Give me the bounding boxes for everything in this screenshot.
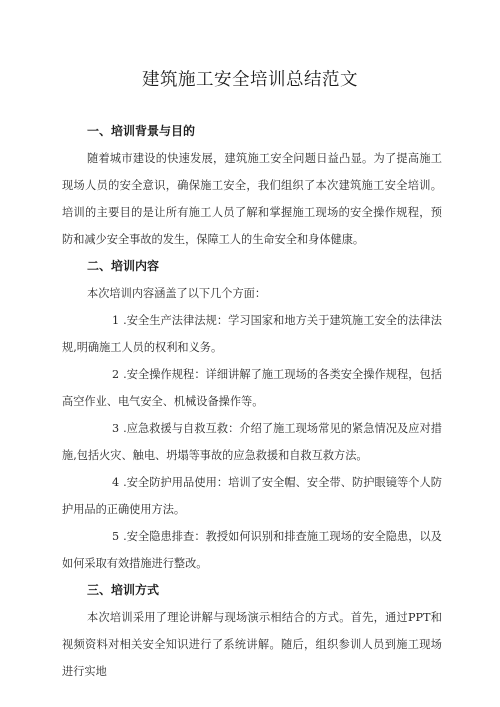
list-item xyxy=(62,361,442,415)
list-item xyxy=(62,307,442,361)
section-intro: 本次培训内容涵盖了以下几个方面： xyxy=(87,287,267,300)
section-paragraph: 随着城市建设的快速发展，建筑施工安全问题日益凸显。为了提高施工现场人员的安全意识，确保施工安全，我们组织了本次建筑施工安全培训。培训的主要目的是让所有施工人员了解和掌握施工现场的安全操作规程，预防和减少安全事故的发生，保障工人的生命安全和身体健康。 xyxy=(62,152,442,246)
list-item-number: 4 xyxy=(112,476,120,489)
list-item-number: 5 xyxy=(112,530,120,543)
list-item-number: 1 xyxy=(112,314,120,327)
list-item xyxy=(62,415,442,469)
list-item-number: 3 xyxy=(112,422,120,435)
list-item-text: .安全防护用品使用：培训了安全帽、安全带、防护眼镜等个人防护用品的正确使用方法。 xyxy=(62,476,442,516)
document-title: 建筑施工安全培训总结范文 xyxy=(142,70,358,90)
list-item-text: .安全生产法律法规：学习国家和地方关于建筑施工安全的法律法规,明确施工人员的权利和义务。 xyxy=(62,314,442,354)
document-body xyxy=(62,118,442,685)
section-paragraph: 本次培训采用了理论讲解与现场演示相结合的方式。首先，通过PPT和视频资料对相关安全知识进行了系统讲解。随后，组织参训人员到施工现场进行实地 xyxy=(62,611,442,678)
section-heading-method: 三、培训方式 xyxy=(87,583,160,597)
list-item xyxy=(62,523,442,577)
list-item-text: .安全隐患排查：教授如何识别和排查施工现场的安全隐患，以及如何采取有效措施进行整改。 xyxy=(62,530,442,570)
section-heading-background: 一、培训背景与目的 xyxy=(87,124,196,138)
list-item xyxy=(62,469,442,523)
list-item-text: .应急救援与自救互救：介绍了施工现场常见的紧急情况及应对措施,包括火灾、触电、坍塌等事故的应急救援和自救互救方法。 xyxy=(62,422,442,462)
section-heading-content: 二、培训内容 xyxy=(87,259,160,273)
list-item-text: .安全操作规程：详细讲解了施工现场的各类安全操作规程，包括高空作业、电气安全、机械设备操作等。 xyxy=(62,368,442,408)
list-item-number: 2 xyxy=(112,368,120,381)
